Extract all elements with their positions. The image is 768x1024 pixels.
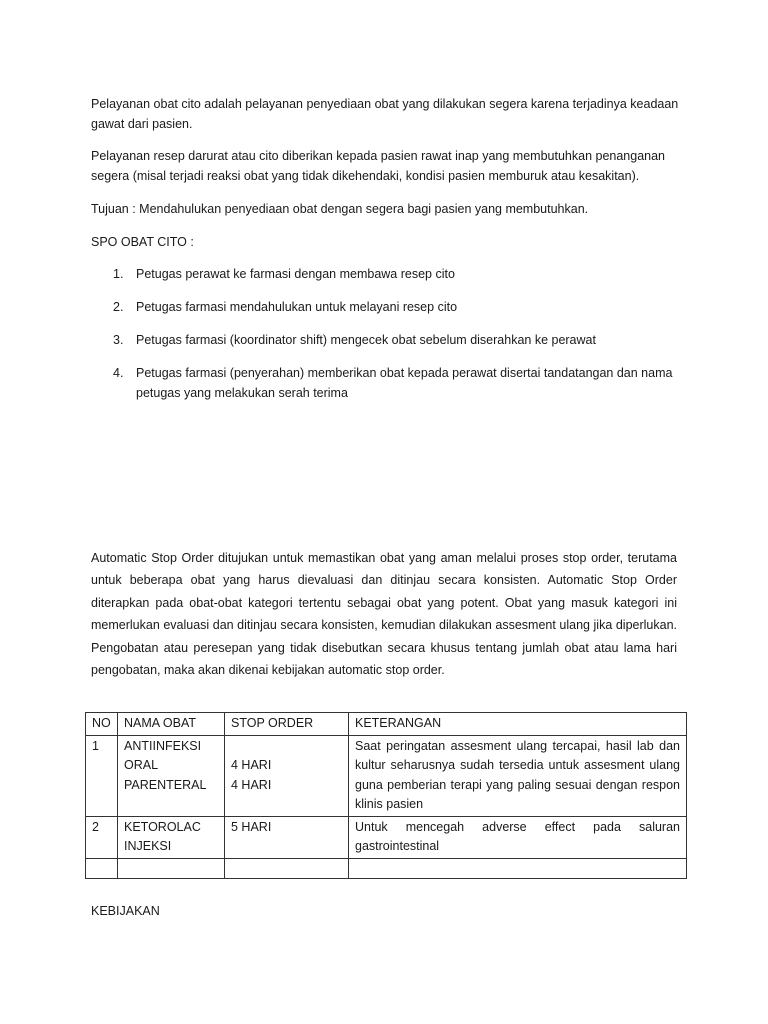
list-item-number: 4. (113, 366, 124, 380)
drug-name-line: ORAL (124, 758, 159, 772)
table-row-empty (86, 858, 687, 878)
table-cell-stop-order: 5 HARI (225, 816, 349, 858)
table-cell-nama-obat (118, 735, 225, 816)
table-cell-empty (349, 858, 687, 878)
drug-name-line: KETOROLAC (124, 819, 201, 834)
list-item-text: Petugas farmasi (penyerahan) memberikan obat kepada perawat disertai tandatangan dan nama petugas yang melakukan serah terima (136, 366, 673, 400)
paragraph-definition: Pelayanan obat cito adalah pelayanan penyediaan obat yang dilakukan segera karena terjadinya keadaan gawat dari pasien. (91, 97, 679, 131)
list-item-number: 1. (113, 267, 124, 281)
list-item-number: 3. (113, 333, 124, 347)
list-item-text: Petugas perawat ke farmasi dengan membawa resep cito (136, 267, 455, 281)
paragraph-tujuan: Tujuan : Mendahulukan penyediaan obat dengan segera bagi pasien yang membutuhkan. (91, 202, 589, 216)
drug-name-line: INJEKSI (124, 839, 172, 853)
spo-title: SPO OBAT CITO : (91, 235, 194, 249)
table-cell-keterangan: Saat peringatan assesment ulang tercapai, hasil lab dan kultur seharusnya sudah tersedia untuk assesment ulang guna pemberian terapi yang paling sesuai dengan respon klinis pasien (349, 735, 687, 816)
table-cell-empty (225, 858, 349, 878)
list-item-text: Petugas farmasi mendahulukan untuk melayani resep cito (136, 300, 458, 314)
table-row (86, 816, 687, 858)
table-cell-empty (118, 858, 225, 878)
stop-order-table (85, 712, 687, 879)
stop-order-line: 4 HARI (231, 777, 272, 792)
paragraph-resep-darurat: Pelayanan resep darurat atau cito diberikan kepada pasien rawat inap yang membutuhkan penanganan segera (misal terjadi reaksi obat yang tidak dikehendaki, kondisi pasien memburuk atau kesakitan). (91, 149, 666, 183)
section-heading-kebijakan: KEBIJAKAN (91, 904, 160, 918)
table-cell-empty (86, 858, 118, 878)
table-header-cell: NAMA OBAT (118, 713, 225, 736)
table-header-row (86, 713, 687, 736)
paragraph-automatic-stop-order: Automatic Stop Order ditujukan untuk memastikan obat yang aman melalui proses stop order, terutama untuk beberapa obat yang harus dievaluasi dan ditinjau secara konsisten. Automatic Stop Order diterapkan pada obat-obat kategori tertentu sebagai obat yang potent. Obat yang masuk kategori ini memerlukan evaluasi dan ditinjau secara konsisten, kemudian dilakukan assesment ulang jika diperlukan. Pengobatan atau peresepan yang tidak disebutkan secara khusus tentang jumlah obat atau lama hari pengobatan, maka akan dikenai kebijakan automatic stop order. (91, 551, 677, 678)
table-cell-no: 2 (86, 816, 118, 858)
table-row (86, 735, 687, 816)
table-cell-stop-order (225, 735, 349, 816)
table-cell-no: 1 (86, 735, 118, 816)
stop-order-line (231, 737, 342, 757)
list-item-text: Petugas farmasi (koordinator shift) mengecek obat sebelum diserahkan ke perawat (136, 333, 596, 347)
table-cell-nama-obat (118, 816, 225, 858)
stop-order-line: 4 HARI (231, 758, 272, 772)
drug-name-line: ANTIINFEKSI (124, 738, 202, 753)
table-cell-keterangan: Untuk mencegah adverse effect pada saluran gastrointestinal (349, 816, 687, 858)
table-header-cell: STOP ORDER (225, 713, 349, 736)
list-item-number: 2. (113, 300, 124, 314)
table-header-cell: KETERANGAN (349, 713, 687, 736)
drug-name-line: PARENTERAL (124, 777, 207, 792)
table-header-cell: NO (86, 713, 118, 736)
